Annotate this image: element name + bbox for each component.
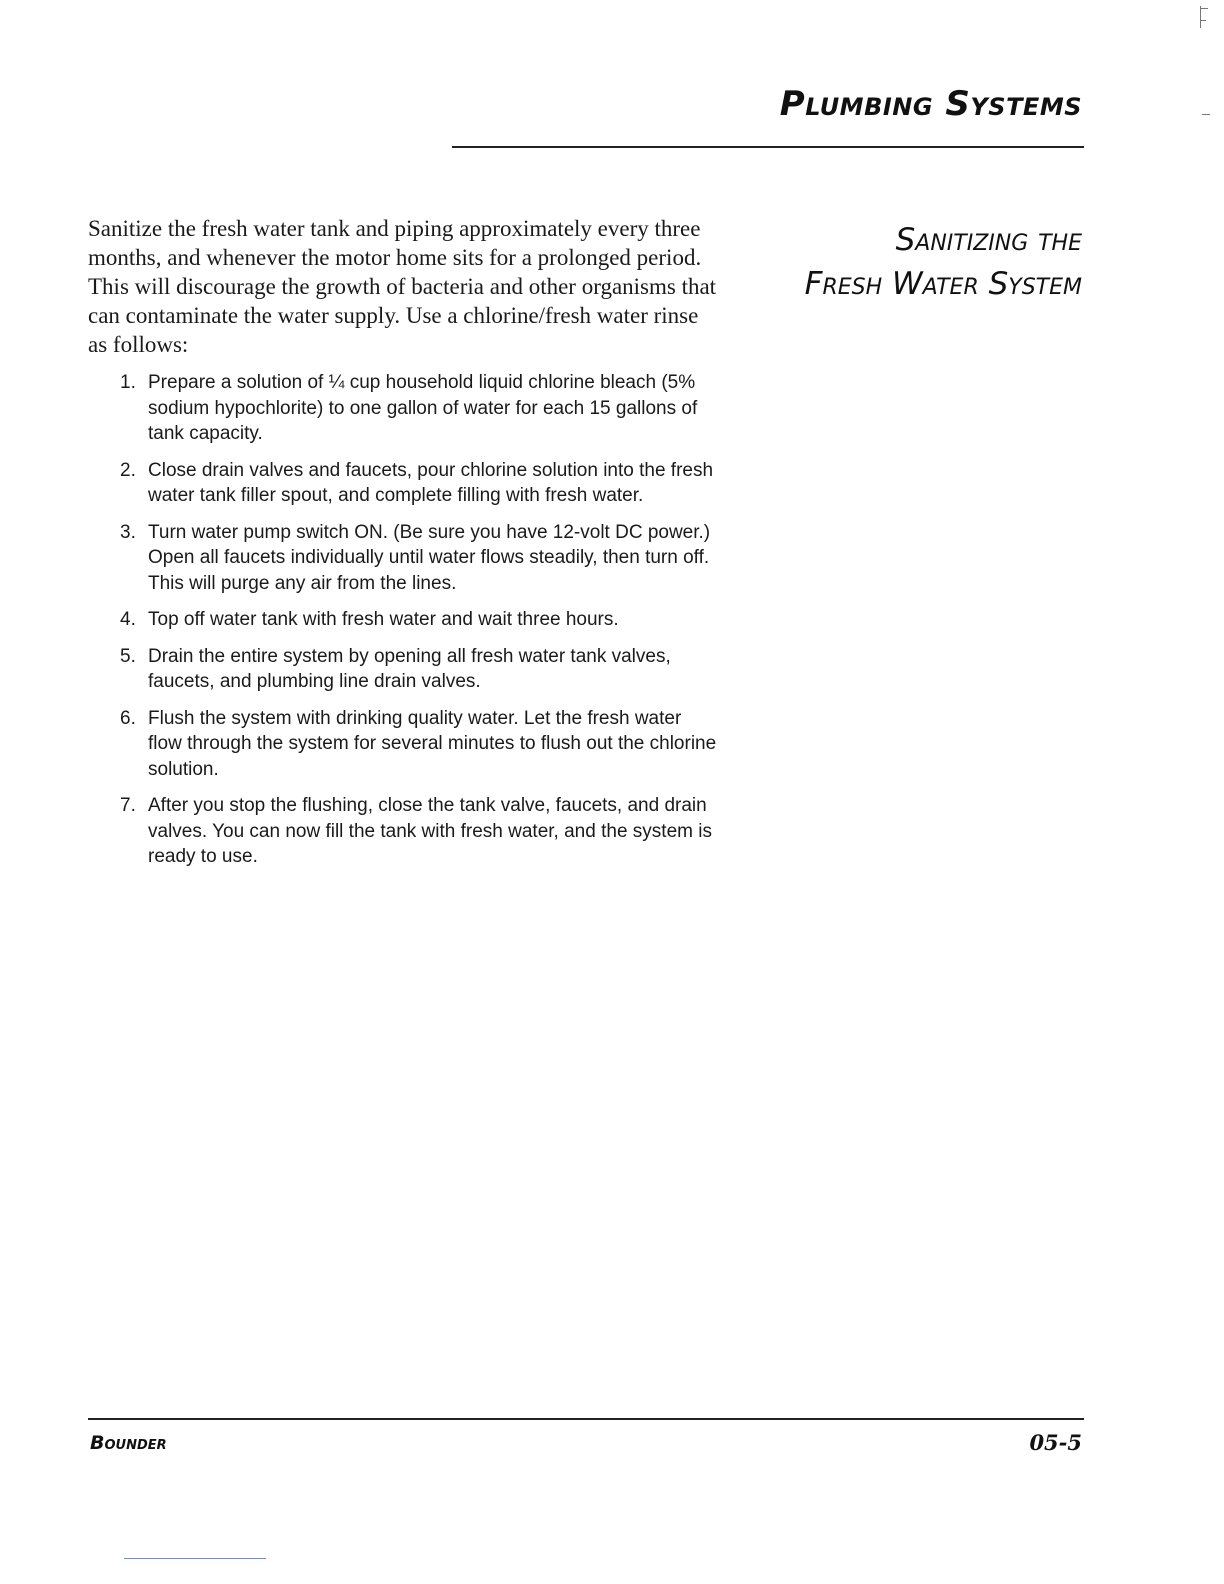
step-item [120,520,720,597]
step-text: Flush the system with drinking quality water. Let the fresh water flow through the system for several minutes to flush out the chlorine solution. [148,707,717,780]
step-number: 7. [120,795,136,816]
step-item [120,793,720,870]
step-number: 5. [120,645,136,667]
scan-mark [1202,114,1210,115]
page-header-title: Plumbing Systems [779,84,1082,124]
step-text: Close drain valves and faucets, pour chlorine solution into the fresh water tank filler spout, and complete filling with fresh water. [148,459,714,506]
step-text: Top off water tank with fresh water and wait three hours. [148,609,619,630]
footer-brand: Bounder [90,1432,167,1454]
step-item [120,458,720,509]
step-text: Prepare a solution of ¼ cup household liquid chlorine bleach (5% sodium hypochlorite) to one gallon of water for each 15 gallons of tank capacity. [148,372,698,444]
scan-mark [1200,6,1201,28]
step-item [120,607,720,633]
step-text: Drain the entire system by opening all fresh water tank valves, faucets, and plumbing line drain valves. [148,645,671,692]
step-item [120,706,720,783]
header-rule [452,146,1084,148]
intro-paragraph: Sanitize the fresh water tank and piping approximately every three months, and whenever the motor home sits for a prolonged period. This will discourage the growth of bacteria and other organisms that can contaminate the water supply. Use a chlorine/fresh water rinse as follows: [88,216,717,357]
scan-mark [1200,20,1206,21]
step-number: 4. [120,609,136,630]
step-text: Turn water pump switch ON. (Be sure you have 12-volt DC power.) Open all faucets individually until water flows steadily, then turn off. This will purge any air from the lines. [148,521,711,594]
bottom-link-rule [124,1558,266,1559]
footer-rule [88,1418,1084,1420]
step-item [120,370,720,447]
step-text: After you stop the flushing, close the tank valve, faucets, and drain valves. You can now fill the tank with fresh water, and the system is ready to use. [148,795,712,867]
section-heading [722,218,1082,306]
step-number: 3. [120,521,136,543]
steps-list [120,370,720,881]
step-number: 6. [120,707,136,729]
footer-page-number: 05-5 [1029,1430,1082,1455]
step-number: 1. [120,372,136,393]
step-number: 2. [120,459,136,481]
step-item [120,644,720,695]
scan-mark [1200,8,1208,9]
section-heading-line1: Sanitizing the [895,222,1082,258]
section-heading-line2: Fresh Water System [804,266,1082,302]
